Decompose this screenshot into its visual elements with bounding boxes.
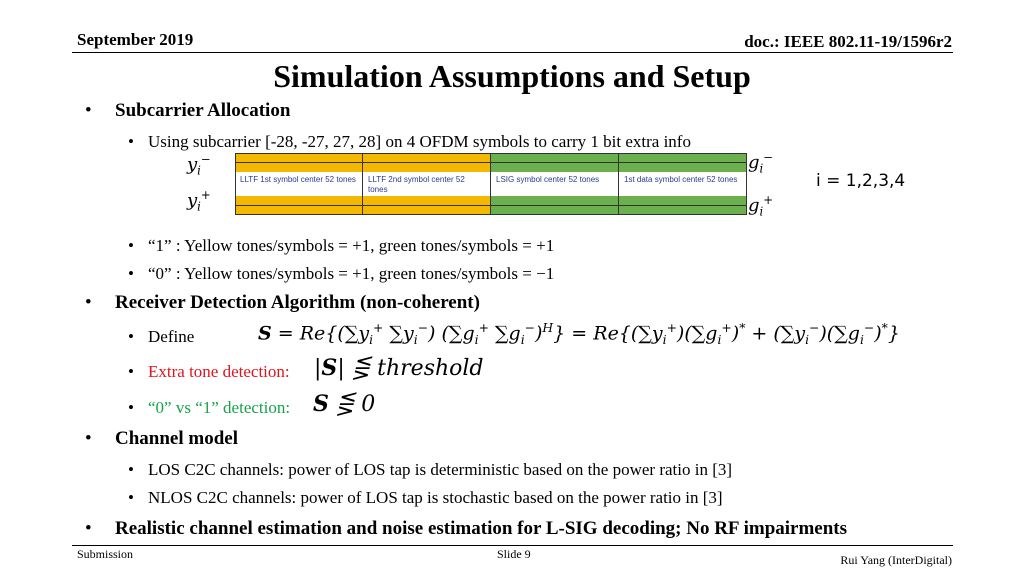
channel-heading: Channel model <box>115 428 238 449</box>
section-realistic: • Realistic channel estimation and noise estimation for L-SIG decoding; No RF impairments <box>85 518 848 539</box>
footer-author: Rui Yang (InterDigital) <box>840 553 952 567</box>
subcarrier-heading: Subcarrier Allocation <box>115 100 291 121</box>
g-plus-symbol: $g_i^+$ <box>748 193 774 219</box>
header-date: September 2019 <box>77 30 194 49</box>
receiver-heading: Receiver Detection Algorithm (non-coherent) <box>115 292 480 313</box>
y-minus-symbol: $y_i^-$ <box>187 152 211 178</box>
header-divider <box>72 52 953 53</box>
nlos-item: • NLOS C2C channels: power of LOS tap is stochastic based on the power ratio in [3] <box>128 488 723 507</box>
los-item: • LOS C2C channels: power of LOS tap is deterministic based on the power ratio in [3] <box>128 460 733 479</box>
section-channel: • Channel model <box>85 428 238 449</box>
footer-submission: Submission <box>77 547 134 561</box>
footer-slide-number: Slide 9 <box>497 547 531 561</box>
zero-one-item: • “0” vs “1” detection: <box>128 398 291 417</box>
g-minus-symbol: $g_i^-$ <box>748 150 774 176</box>
metric-definition-formula: $S = Re\{(\sum y_i^+$ $\sum y_i^-$) ($\sum g_i^+$ $\sum g_i^-)^H\} = Re\{(\sum y_i^+)(\sum g_i^+)^* + (\sum y_i^-)(\sum g_i^-)^*\}$ <box>258 321 900 348</box>
define-item: • Define <box>128 327 195 346</box>
extra-tone-formula: |S| ⋚ threshold <box>314 355 484 381</box>
y-plus-symbol: $y_i^+$ <box>187 188 211 214</box>
symbol-1-label: LLTF 1st symbol center 52 tones <box>240 175 356 184</box>
subcarrier-usage: • Using subcarrier [-28, -27, 27, 28] on 4 OFDM symbols to carry 1 bit extra info <box>128 132 691 151</box>
ofdm-symbol-diagram <box>235 153 747 215</box>
extra-tone-item: • Extra tone detection: <box>128 362 290 381</box>
symbol-2-label: LLTF 2nd symbol center 52 tones <box>368 175 465 194</box>
index-range: i = 1,2,3,4 <box>816 171 906 191</box>
bit-one-mapping: • “1” : Yellow tones/symbols = +1, green tones/symbols = +1 <box>128 236 555 255</box>
symbol-3-label: LSIG symbol center 52 tones <box>496 175 600 184</box>
footer-divider <box>72 545 953 546</box>
bit-zero-mapping: • “0” : Yellow tones/symbols = +1, green tones/symbols = −1 <box>128 264 555 283</box>
header-doc: doc.: IEEE 802.11-19/1596r2 <box>744 32 952 51</box>
section-subcarrier: • Subcarrier Allocation <box>85 100 291 121</box>
zero-one-formula: S ⋚ 0 <box>313 391 376 417</box>
symbol-4-label: 1st data symbol center 52 tones <box>624 175 738 184</box>
section-receiver: • Receiver Detection Algorithm (non-coherent) <box>85 292 480 313</box>
page-title: Simulation Assumptions and Setup <box>273 58 751 94</box>
